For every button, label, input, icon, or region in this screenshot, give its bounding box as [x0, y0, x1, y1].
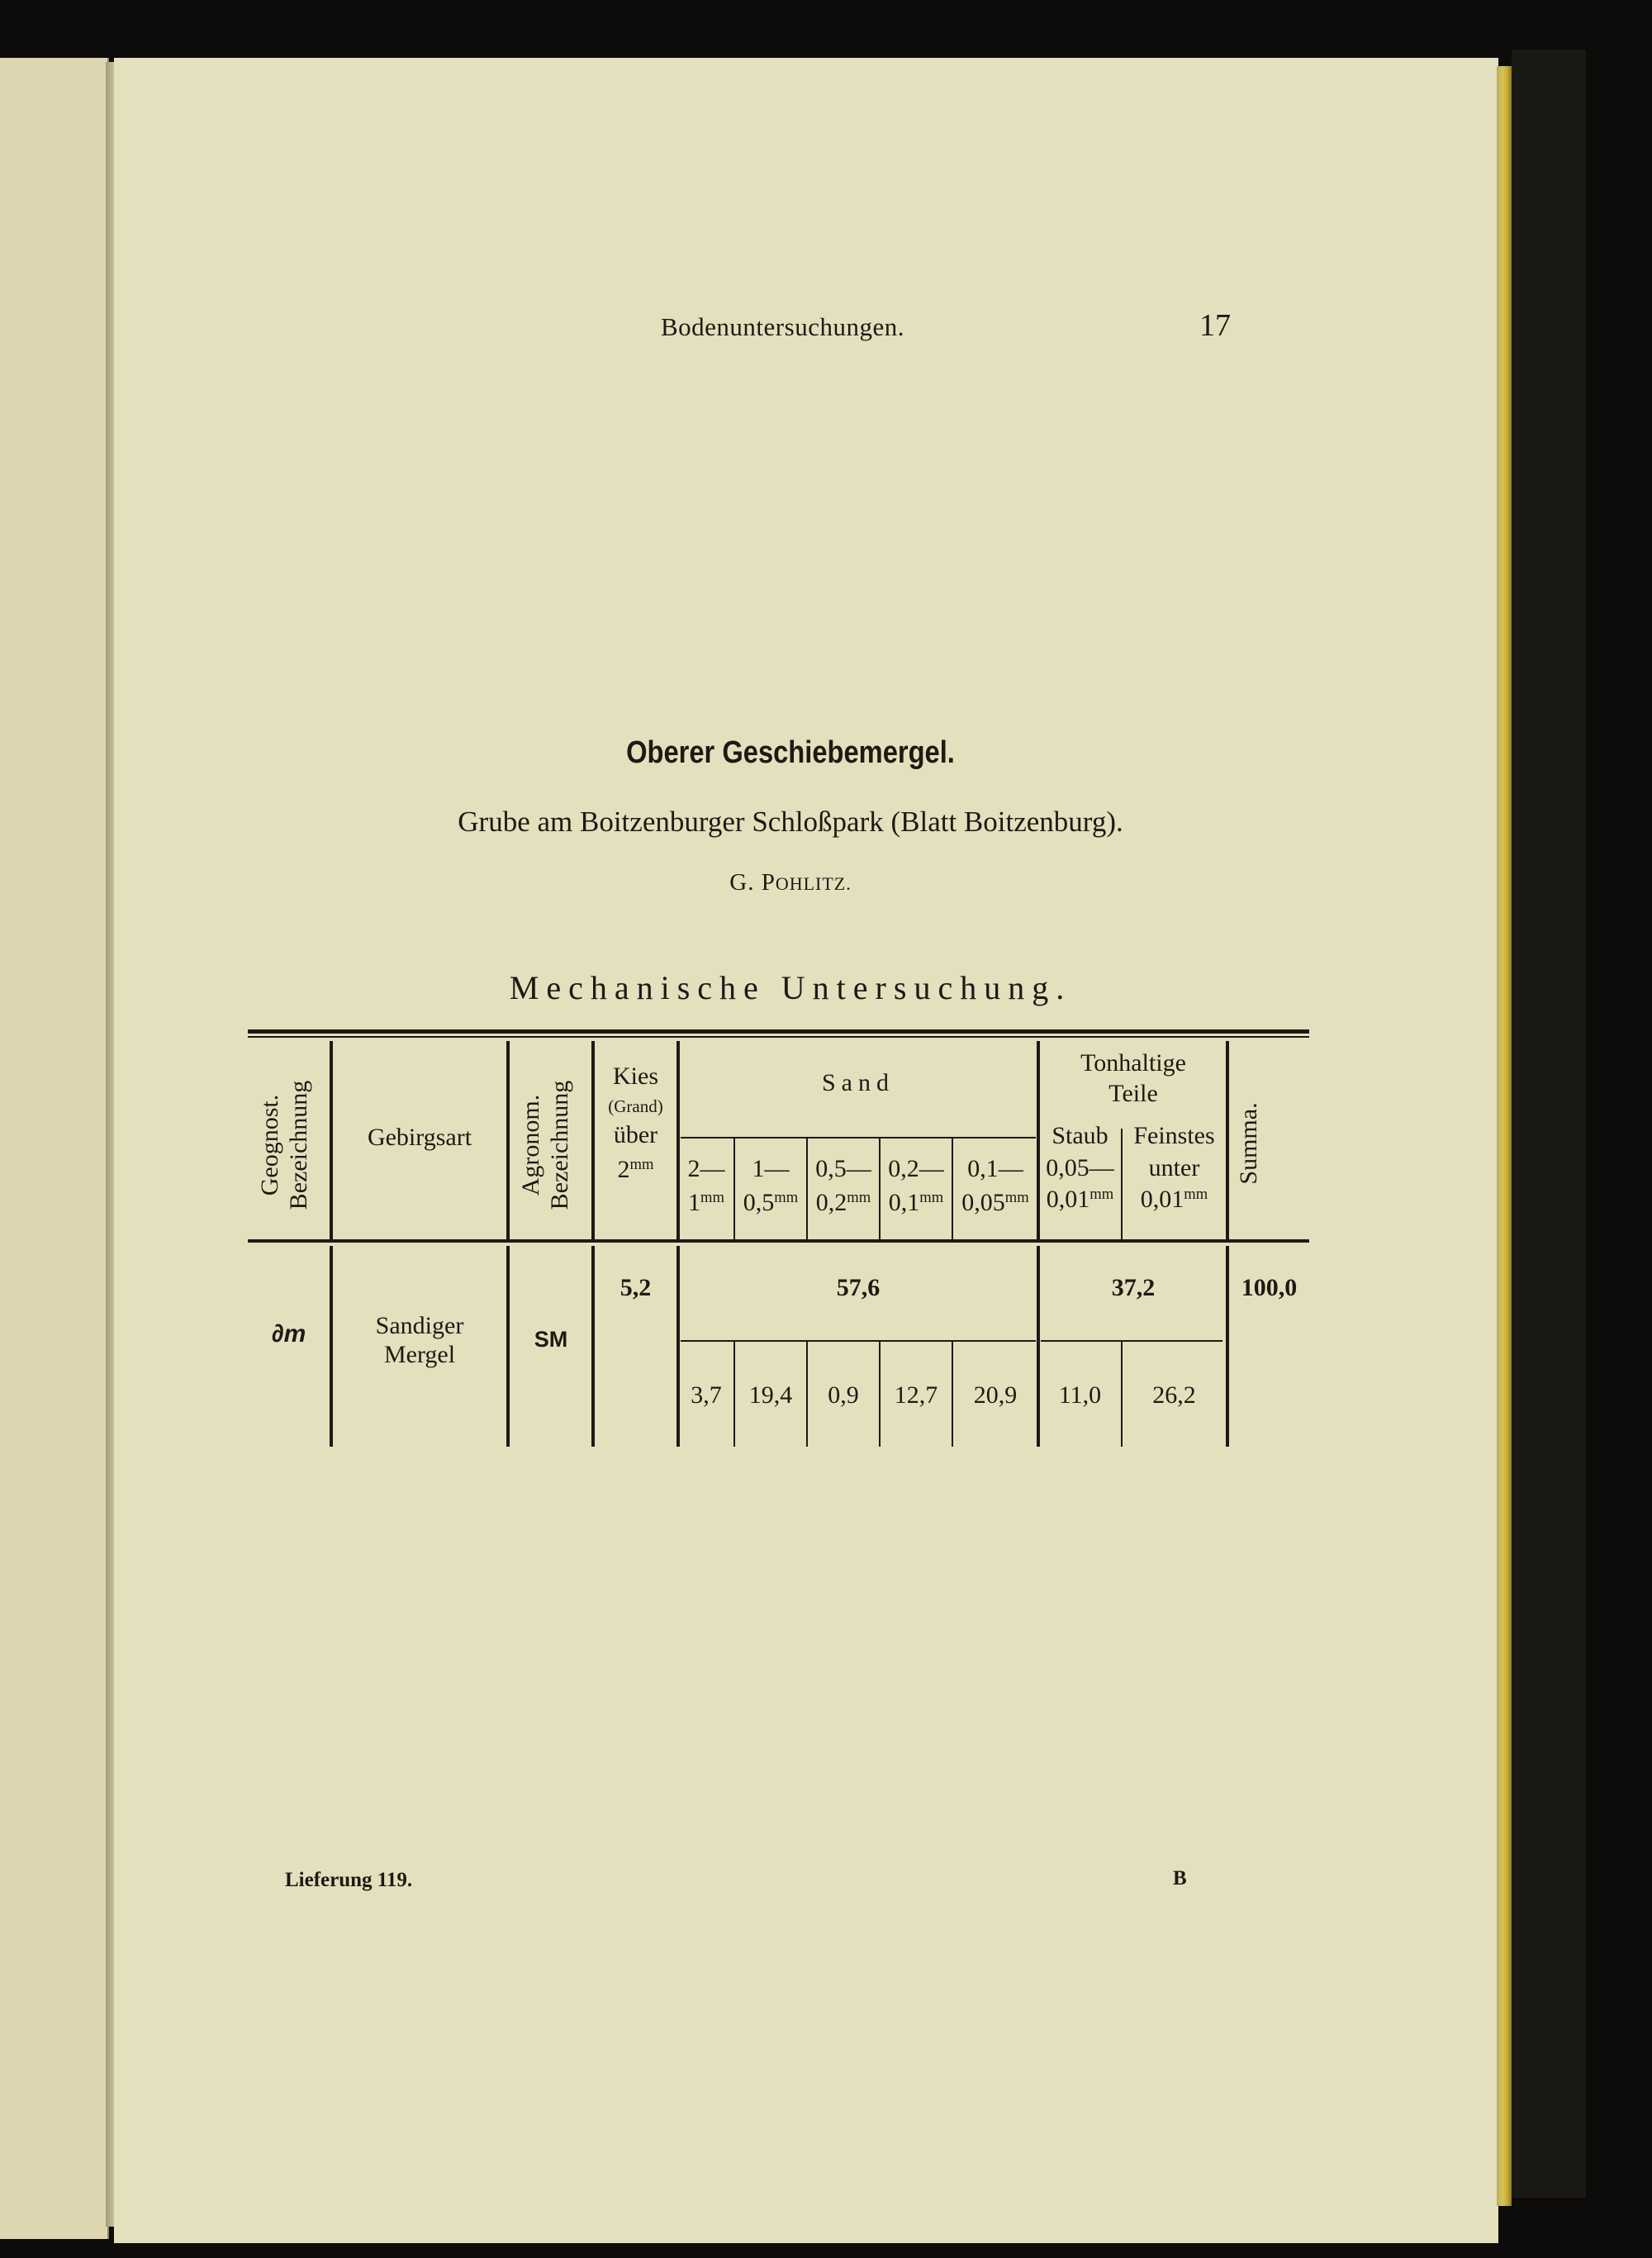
frac-top: 2— — [687, 1155, 725, 1182]
ton-value-rule — [1041, 1340, 1222, 1342]
author-name: OHLITZ. — [775, 873, 852, 894]
header-agronom — [517, 1046, 583, 1244]
header-staub-line1: Staub — [1051, 1122, 1108, 1149]
cell-kies: 5,2 — [620, 1274, 652, 1301]
header-kies-size: 2 — [617, 1156, 630, 1184]
book-cover-edge — [1512, 50, 1586, 2198]
header-geognost-line1: Geognost. — [256, 1094, 283, 1196]
cell-gebirgsart — [333, 1312, 506, 1369]
header-feinstes-line3: 0,01 — [1140, 1186, 1184, 1213]
header-sand-frac-3 — [808, 1155, 879, 1217]
header-kies-line2: (Grand) — [608, 1096, 663, 1116]
frac-top: 0,2— — [888, 1155, 944, 1182]
header-tonhaltige — [1041, 1049, 1226, 1108]
section-title: Mechanische Untersuchung. — [509, 969, 1072, 1006]
cell-sand-frac-2: 19,4 — [748, 1381, 793, 1409]
frac-bottom: 0,2 — [815, 1188, 847, 1216]
header-kies-line1: Kies — [613, 1062, 658, 1090]
header-feinstes-unit: mm — [1184, 1185, 1208, 1203]
cell-feinstes: 26,2 — [1152, 1381, 1196, 1409]
header-feinstes-line1: Feinstes — [1133, 1122, 1215, 1149]
cell-geognost: ∂m — [271, 1320, 306, 1348]
cell-staub: 11,0 — [1058, 1381, 1102, 1409]
header-staub — [1039, 1122, 1121, 1215]
analysis-table — [248, 1029, 1309, 1447]
cell-sand-frac-4: 12,7 — [894, 1381, 938, 1409]
frac-bottom: 0,1 — [888, 1188, 920, 1216]
frac-bottom: 0,5 — [743, 1188, 775, 1216]
table-top-rule-thin — [248, 1036, 1309, 1038]
col-sep — [1037, 1246, 1040, 1447]
header-kies-unit: mm — [629, 1155, 654, 1173]
cell-gebirgsart-line1: Sandiger — [375, 1312, 464, 1339]
header-geognost — [256, 1046, 322, 1244]
page-edges — [1497, 66, 1512, 2206]
header-tonhaltige-line1: Tonhaltige — [1080, 1049, 1186, 1077]
page-number: 17 — [1199, 308, 1231, 343]
cell-agronom: SM — [534, 1327, 568, 1352]
header-sand-frac-4 — [881, 1155, 952, 1217]
header-feinstes — [1123, 1122, 1226, 1215]
col-sep — [676, 1246, 680, 1447]
header-sand-frac-1 — [679, 1155, 733, 1217]
frac-bottom: 1 — [688, 1188, 701, 1216]
footer-delivery: Lieferung 119. — [285, 1869, 413, 1891]
frac-unit: mm — [1004, 1188, 1029, 1206]
header-gebirgsart: Gebirgsart — [367, 1124, 472, 1151]
cell-sand-frac-5: 20,9 — [973, 1381, 1018, 1409]
header-feinstes-line2: unter — [1148, 1153, 1200, 1181]
header-staub-line3: 0,01 — [1046, 1186, 1090, 1213]
col-sep — [506, 1246, 510, 1447]
header-sand-frac-5 — [953, 1155, 1037, 1217]
cell-gebirgsart-line2: Mergel — [383, 1340, 456, 1368]
cell-ton-total: 37,2 — [1111, 1274, 1156, 1301]
frac-top: 0,1— — [967, 1155, 1023, 1182]
frac-unit: mm — [774, 1188, 799, 1206]
header-agronom-line1: Agronom. — [517, 1094, 544, 1196]
header-summa: Summa. — [1235, 1102, 1262, 1185]
header-kies-line3: über — [613, 1120, 658, 1148]
cell-summa: 100,0 — [1241, 1274, 1298, 1301]
header-sand-frac-2 — [735, 1155, 806, 1217]
frac-unit: mm — [847, 1188, 871, 1206]
main-title: Oberer Geschiebemergel. — [626, 735, 955, 770]
left-page-edge — [0, 58, 109, 2239]
col-sep — [1226, 1041, 1229, 1239]
frac-unit: mm — [919, 1188, 944, 1206]
cell-sand-frac-1: 3,7 — [691, 1381, 722, 1409]
header-bottom-rule — [248, 1239, 1309, 1243]
header-agronom-line2: Bezeichnung — [545, 1080, 573, 1210]
cell-sand-frac-3: 0,9 — [828, 1381, 859, 1409]
table-top-rule — [248, 1029, 1309, 1034]
author-initial: G. P — [729, 869, 776, 896]
frac-top: 1— — [752, 1155, 790, 1182]
header-kies — [595, 1062, 676, 1185]
col-sep — [506, 1041, 510, 1239]
header-sand: Sand — [822, 1069, 895, 1096]
header-tonhaltige-line2: Teile — [1108, 1079, 1158, 1107]
header-staub-unit: mm — [1089, 1185, 1114, 1203]
author — [0, 869, 1581, 896]
frac-top: 0,5— — [815, 1155, 871, 1182]
frac-unit: mm — [700, 1188, 724, 1206]
header-geognost-line2: Bezeichnung — [284, 1080, 312, 1210]
header-staub-line2: 0,05— — [1046, 1153, 1114, 1181]
frac-bottom: 0,05 — [961, 1188, 1005, 1216]
running-title: Bodenuntersuchungen. — [661, 312, 904, 341]
cell-sand-total: 57,6 — [836, 1274, 881, 1301]
subtitle: Grube am Boitzenburger Schloßpark (Blatt Boitzenburg). — [458, 806, 1123, 838]
footer-signature: B — [1173, 1867, 1187, 1890]
